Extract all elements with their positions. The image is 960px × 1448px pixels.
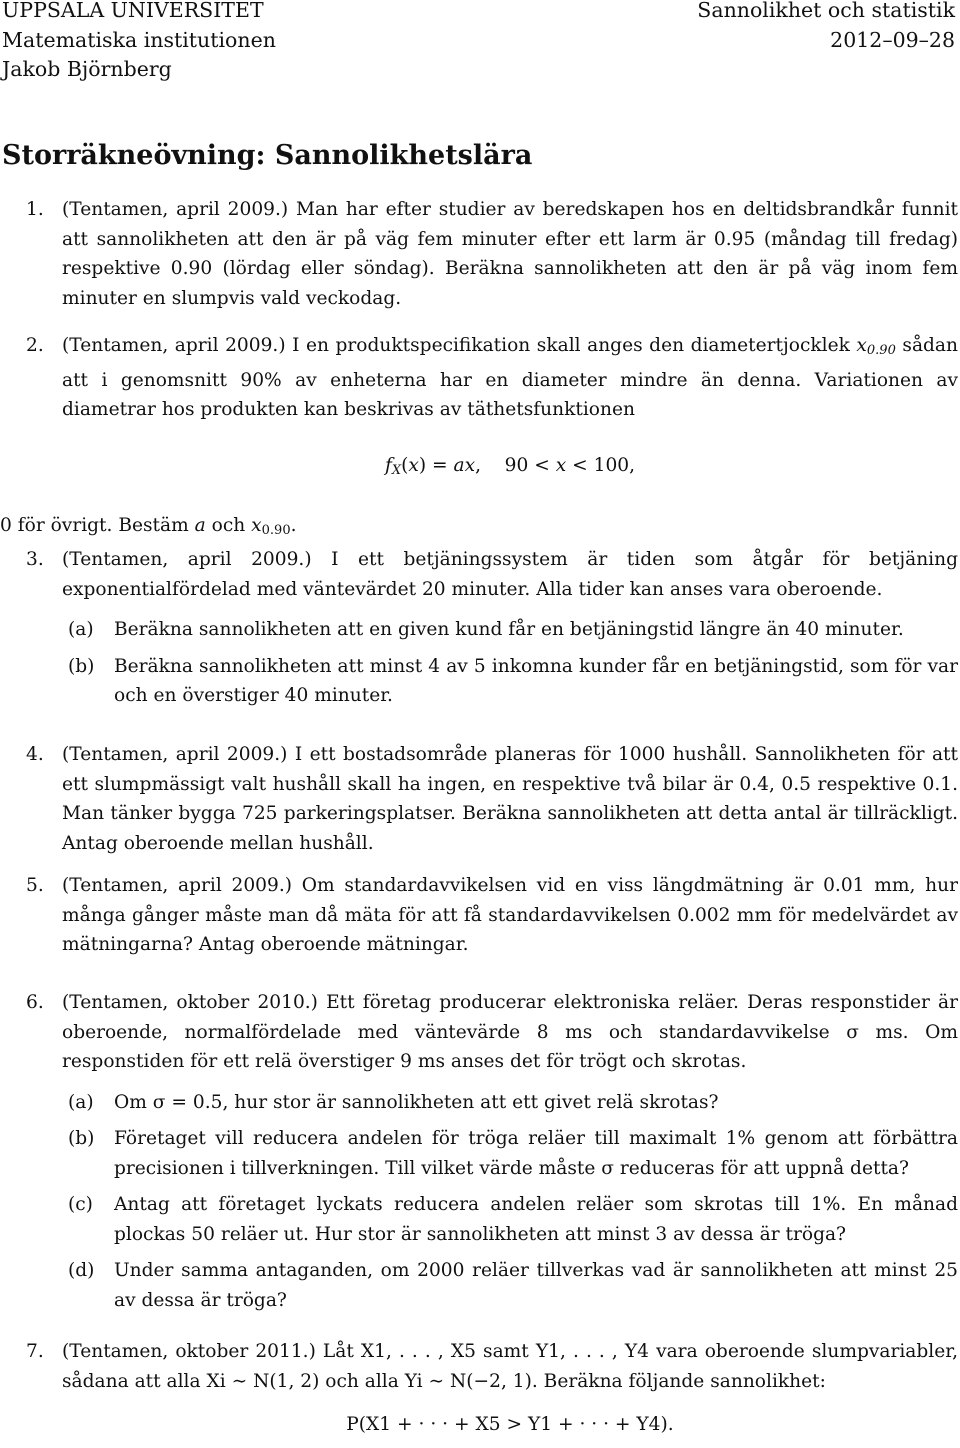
problem-text: (Tentamen, april 2009.) I ett bostadsområde planeras för 1000 hushåll. Sannolikheten för att ett slumpmässigt valt hushåll skall ha ingen, en respektive två bilar är 0.4, 0.5 respektive 0.1. Man tänker bygga 725 parkeringsplatser. Beräkna sannolikheten att detta antal är tillräckligt. Antag oberoende mellan hushåll. (62, 744, 958, 854)
page-title: Storräkneövning: Sannolikhetslära (2, 140, 533, 171)
problem-text: (Tentamen, april 2009.) Om standardavvikelsen vid en viss längdmätning är 0.01 mm, hur många gånger måste man då mäta för att få standardavvikelsen 0.002 mm för medelvärdet av mätningarna? Antag oberoende mätningar. (62, 875, 958, 955)
problem-text: (Tentamen, april 2009.) Man har efter studier av beredskapen hos en deltidsbrandkår funnit att sannolikheten att den är på väg fem minuter efter ett larm är 0.95 (måndag till fredag) respektive 0.90 (lördag eller söndag). Beräkna sannolikheten att den är på väg inom fem minuter en slumpvis vald veckodag. (62, 199, 958, 309)
problem-6 (26, 988, 958, 1322)
problem-7 (26, 1337, 958, 1440)
header-right (697, 0, 955, 55)
problem-text: (Tentamen, oktober 2011.) Låt X1, . . . , X5 samt Y1, . . . , Y4 vara oberoende slumpvariabler, sådana att alla Xi ∼ N(1, 2) och alla Yi ∼ N(−2, 1). Beräkna följande sannolikhet: (62, 1341, 958, 1392)
problem-text (62, 331, 958, 425)
problem-text-part-b: sådan att i genomsnitt 90% av enheterna har en diameter mindre än denna. Variationen av diametrar hos produkten kan beskrivas av täthetsfunktionen (62, 335, 958, 420)
problem-part-a: (a) Beräkna sannolikheten att en given kund får en betjäningstid längre än 40 minuter. (68, 619, 904, 640)
density-formula: $f_X(x)$ = ax, 90 < x < 100, (384, 454, 636, 478)
problem-1 (26, 195, 958, 313)
problem-part-c: (c) Antag att företaget lyckats reducera andelen reläer som skrotas till 1%. En månad plockas 50 reläer ut. Hur stor är sannolikheten att minst 3 av dessa är tröga? (68, 1194, 958, 1245)
probability-formula: P(X1 + · · · + X5 > Y1 + · · · + Y4). (346, 1414, 674, 1435)
problem-parts (62, 1088, 958, 1316)
problem-after-text: 0 för övrigt. Bestäm a och $x_{0.90}$. (0, 515, 297, 538)
problem-part-b: (b) Beräkna sannolikheten att minst 4 av 5 inkomna kunder får en betjäningstid, som för var och en överstiger 40 minuter. (68, 655, 958, 706)
problem-number: 1. (26, 199, 44, 220)
problem-number: 4. (26, 744, 44, 765)
problem-parts (62, 615, 958, 711)
problem-part-d: (d) Under samma antaganden, om 2000 reläer tillverkas vad är sannolikheten att minst 25 av dessa är tröga? (68, 1260, 958, 1311)
problem-5 (26, 871, 958, 960)
problem-number: 3. (26, 549, 44, 570)
problem-part-a: (a) Om σ = 0.5, hur stor är sannolikheten att ett givet relä skrotas? (68, 1091, 719, 1113)
course-name: Sannolikhet och statistik (697, 0, 955, 22)
problem-2 (0, 331, 958, 546)
author-name: Jakob Björnberg (2, 57, 172, 81)
problem-part-b: (b) Företaget vill reducera andelen för tröga reläer till maximalt 1% genom att förbättra precisionen i tillverkningen. Till vilket värde måste σ reduceras för att uppnå detta? (68, 1128, 958, 1179)
problem-number: 5. (26, 875, 44, 896)
problem-text-part-a: (Tentamen, april 2009.) I en produktspecifikation skall anges den diametertjocklek (62, 335, 850, 356)
x-090-symbol: $x_{0.90}$ (856, 335, 896, 358)
document-date: 2012–09–28 (830, 27, 955, 52)
problem-3 (26, 545, 958, 718)
university-name: UPPSALA UNIVERSITET (2, 0, 264, 22)
problem-number: 6. (26, 992, 44, 1013)
problem-text: (Tentamen, oktober 2010.) Ett företag producerar elektroniska reläer. Deras responstider är oberoende, normalfördelade med väntevärde 8 ms och standardavvikelse σ ms. Om responstiden för ett relä överstiger 9 ms anses det för trögt och skrotas. (62, 992, 958, 1072)
header-left (2, 0, 276, 85)
problem-number: 2. (26, 335, 44, 356)
problem-4 (26, 740, 958, 858)
department-name: Matematiska institutionen (2, 27, 276, 52)
problem-text: (Tentamen, april 2009.) I ett betjäningssystem är tiden som åtgår för betjäning exponentialfördelad med väntevärdet 20 minuter. Alla tider kan anses vara oberoende. (62, 549, 958, 600)
problem-number: 7. (26, 1341, 44, 1362)
